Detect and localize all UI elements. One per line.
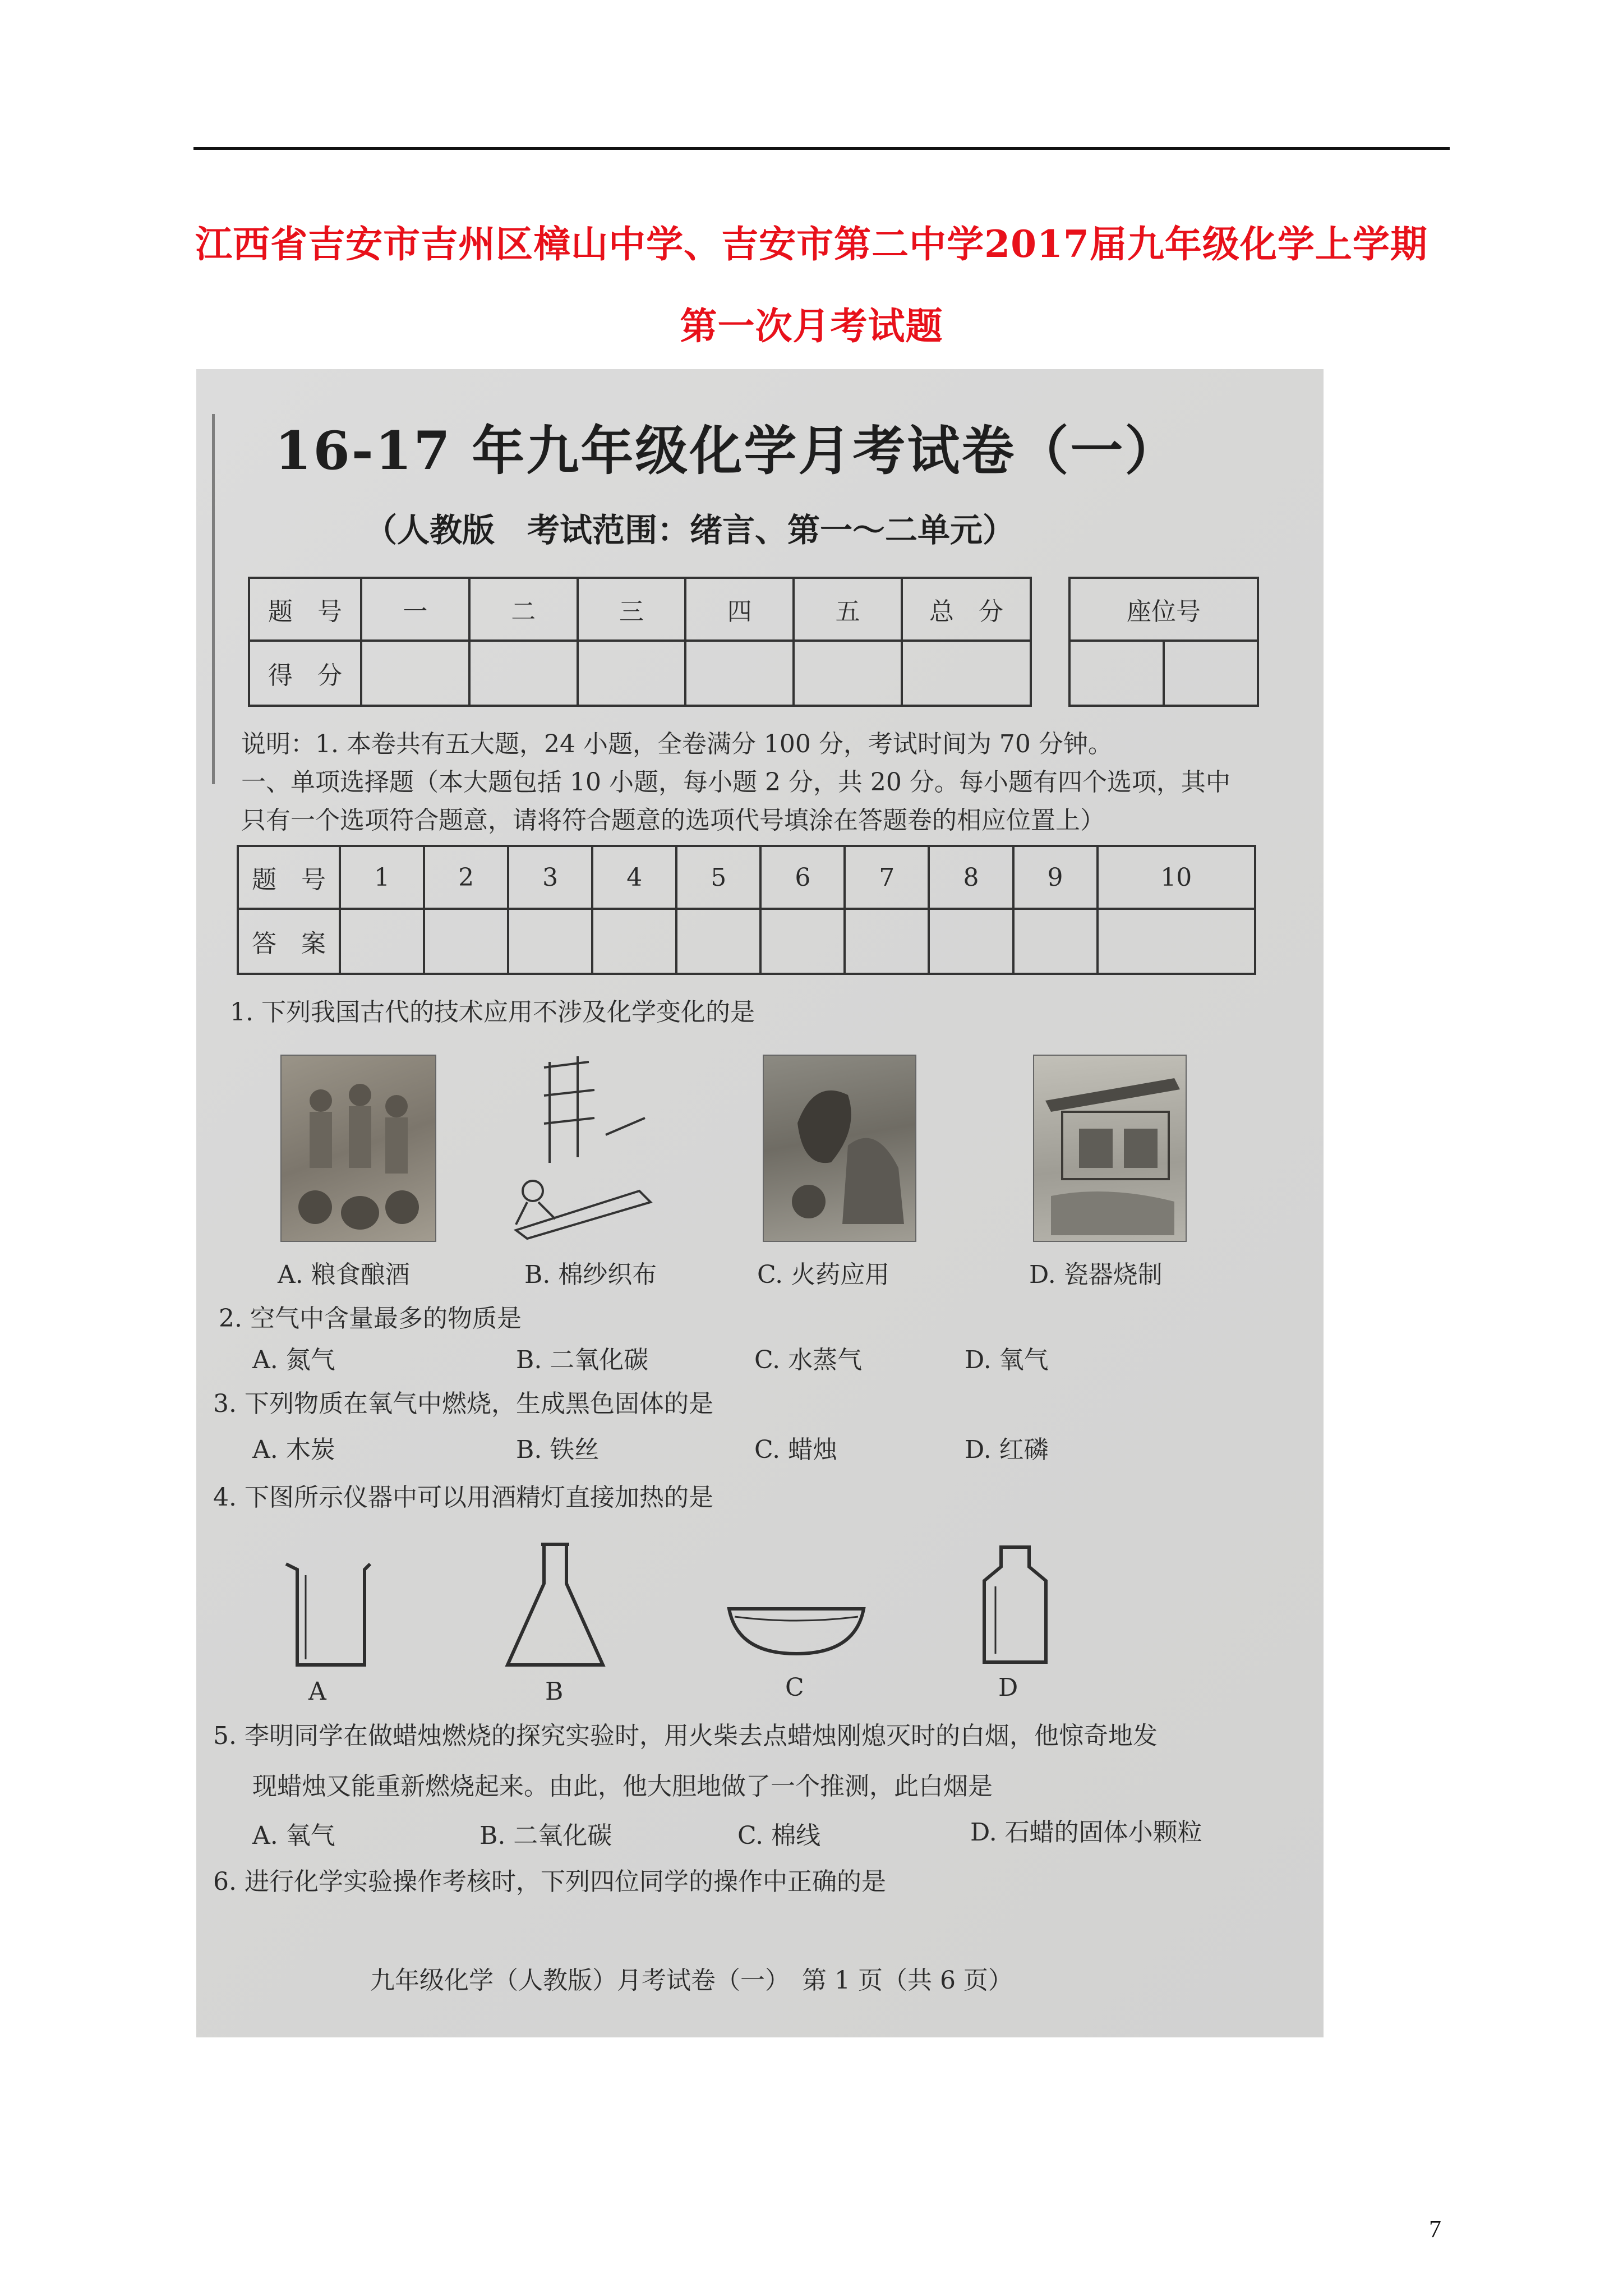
answer-header-cell: 9 bbox=[1013, 846, 1098, 909]
answer-cell[interactable] bbox=[340, 909, 424, 974]
q1-image-brewing bbox=[280, 1055, 436, 1242]
q4-label-c: C bbox=[785, 1673, 804, 1702]
question-5-line1: 5. 李明同学在做蜡烛燃烧的探究实验时，用火柴去点蜡烛刚熄灭时的白烟，他惊奇地发 bbox=[213, 1722, 1158, 1750]
score-header-cell: 一 bbox=[361, 578, 469, 641]
q1-image-weaving bbox=[494, 1051, 656, 1241]
answer-header-cell: 4 bbox=[592, 846, 676, 909]
question-6: 6. 进行化学实验操作考核时，下列四位同学的操作中正确的是 bbox=[213, 1867, 886, 1896]
q4-label-a: A bbox=[308, 1677, 326, 1706]
score-header-cell: 题 号 bbox=[249, 578, 361, 641]
score-table bbox=[248, 577, 1032, 707]
section1-instruction-line1: 一、单项选择题（本大题包括 10 小题，每小题 2 分，共 20 分。每小题有四个选项，其中 bbox=[241, 768, 1230, 797]
question-2: 2. 空气中含量最多的物质是 bbox=[219, 1304, 522, 1333]
q3-option-d[interactable]: D. 红磷 bbox=[965, 1435, 1049, 1464]
score-header-cell: 总 分 bbox=[902, 578, 1031, 641]
q3-option-a[interactable]: A. 木炭 bbox=[252, 1435, 335, 1464]
section1-instruction-line2: 只有一个选项符合题意，请将符合题意的选项代号填涂在答题卷的相应位置上） bbox=[241, 806, 1105, 835]
beaker-icon[interactable] bbox=[275, 1553, 376, 1671]
answer-cell[interactable] bbox=[929, 909, 1013, 974]
score-header-cell: 四 bbox=[685, 578, 794, 641]
page-number: 7 bbox=[1429, 2215, 1441, 2243]
answer-header-cell: 6 bbox=[760, 846, 845, 909]
question-4: 4. 下图所示仪器中可以用酒精灯直接加热的是 bbox=[213, 1483, 713, 1512]
porcelain-kiln-illustration bbox=[1034, 1056, 1186, 1241]
reagent-bottle-icon[interactable] bbox=[970, 1542, 1060, 1671]
answer-header-cell: 题 号 bbox=[238, 846, 340, 909]
exam-subtitle: （人教版 考试范围：绪言、第一～二单元） bbox=[365, 511, 1016, 549]
score-cell[interactable] bbox=[578, 641, 686, 706]
q1-option-d[interactable]: D. 瓷器烧制 bbox=[1029, 1260, 1163, 1289]
score-cell[interactable] bbox=[469, 641, 578, 706]
score-cell[interactable] bbox=[361, 641, 469, 706]
seat-cell[interactable] bbox=[1164, 641, 1258, 706]
question-5-line2: 现蜡烛又能重新燃烧起来。由此，他大胆地做了一个推测，此白烟是 bbox=[252, 1772, 993, 1801]
answer-header-cell: 2 bbox=[424, 846, 508, 909]
q1-image-gunpowder bbox=[763, 1055, 916, 1242]
q2-option-c[interactable]: C. 水蒸气 bbox=[754, 1346, 863, 1374]
score-header-cell: 二 bbox=[469, 578, 578, 641]
answer-header-cell: 8 bbox=[929, 846, 1013, 909]
score-cell[interactable] bbox=[685, 641, 794, 706]
q5-option-a[interactable]: A. 氧气 bbox=[252, 1821, 335, 1850]
q3-option-b[interactable]: B. 铁丝 bbox=[516, 1435, 600, 1464]
answer-cell[interactable] bbox=[760, 909, 845, 974]
answer-cell[interactable] bbox=[424, 909, 508, 974]
evaporating-dish-icon[interactable] bbox=[723, 1598, 869, 1659]
brewing-people-illustration bbox=[282, 1056, 435, 1241]
answer-cell[interactable] bbox=[592, 909, 676, 974]
answer-header-cell: 1 bbox=[340, 846, 424, 909]
score-row-label: 得 分 bbox=[249, 641, 361, 706]
question-1: 1. 下列我国古代的技术应用不涉及化学变化的是 bbox=[230, 998, 755, 1027]
gunpowder-illustration bbox=[764, 1056, 915, 1241]
q5-option-c[interactable]: C. 棉线 bbox=[737, 1821, 821, 1850]
q3-option-c[interactable]: C. 蜡烛 bbox=[754, 1435, 838, 1464]
page-title-line2: 第一次月考试题 bbox=[680, 304, 943, 348]
q1-option-a[interactable]: A. 粮食酿酒 bbox=[278, 1260, 410, 1289]
score-header-cell: 三 bbox=[578, 578, 686, 641]
score-cell[interactable] bbox=[902, 641, 1031, 706]
q1-image-porcelain bbox=[1033, 1055, 1187, 1242]
answer-header-cell: 5 bbox=[676, 846, 760, 909]
scan-left-edge bbox=[212, 414, 215, 784]
answer-cell[interactable] bbox=[845, 909, 929, 974]
exam-note: 说明：1. 本卷共有五大题，24 小题，全卷满分 100 分，考试时间为 70 分钟。 bbox=[241, 730, 1113, 758]
q5-option-b[interactable]: B. 二氧化碳 bbox=[479, 1821, 612, 1850]
answer-cell[interactable] bbox=[1098, 909, 1255, 974]
erlenmeyer-flask-icon[interactable] bbox=[499, 1539, 611, 1673]
answer-table bbox=[237, 845, 1256, 975]
q2-option-d[interactable]: D. 氧气 bbox=[965, 1346, 1049, 1374]
score-cell[interactable] bbox=[794, 641, 902, 706]
seat-label: 座位号 bbox=[1069, 578, 1258, 641]
answer-header-cell: 7 bbox=[845, 846, 929, 909]
scanned-exam-photo bbox=[196, 369, 1324, 2037]
answer-header-cell: 10 bbox=[1098, 846, 1255, 909]
answer-row-label: 答 案 bbox=[238, 909, 340, 974]
q4-label-d: D bbox=[998, 1673, 1018, 1702]
exam-title: 16-17 年九年级化学月考试卷（一） bbox=[275, 420, 1179, 482]
answer-cell[interactable] bbox=[676, 909, 760, 974]
seat-cell[interactable] bbox=[1069, 641, 1164, 706]
answer-cell[interactable] bbox=[1013, 909, 1098, 974]
score-header-cell: 五 bbox=[794, 578, 902, 641]
top-rule bbox=[193, 147, 1450, 150]
page-title-line1: 江西省吉安市吉州区樟山中学、吉安市第二中学2017届九年级化学上学期 bbox=[195, 222, 1428, 266]
question-3: 3. 下列物质在氧气中燃烧，生成黑色固体的是 bbox=[213, 1389, 713, 1418]
q5-option-d[interactable]: D. 石蜡的固体小颗粒 bbox=[970, 1818, 1202, 1847]
exam-page-footer: 九年级化学（人教版）月考试卷（一） 第 1 页（共 6 页） bbox=[370, 1966, 1013, 1995]
q4-label-b: B bbox=[545, 1677, 564, 1706]
q1-option-b[interactable]: B. 棉纱织布 bbox=[524, 1260, 657, 1289]
answer-cell[interactable] bbox=[508, 909, 592, 974]
seat-table bbox=[1068, 577, 1259, 707]
weaving-loom-illustration bbox=[494, 1051, 656, 1241]
q2-option-a[interactable]: A. 氮气 bbox=[252, 1346, 335, 1374]
q2-option-b[interactable]: B. 二氧化碳 bbox=[516, 1346, 649, 1374]
q1-option-c[interactable]: C. 火药应用 bbox=[757, 1260, 890, 1289]
answer-header-cell: 3 bbox=[508, 846, 592, 909]
